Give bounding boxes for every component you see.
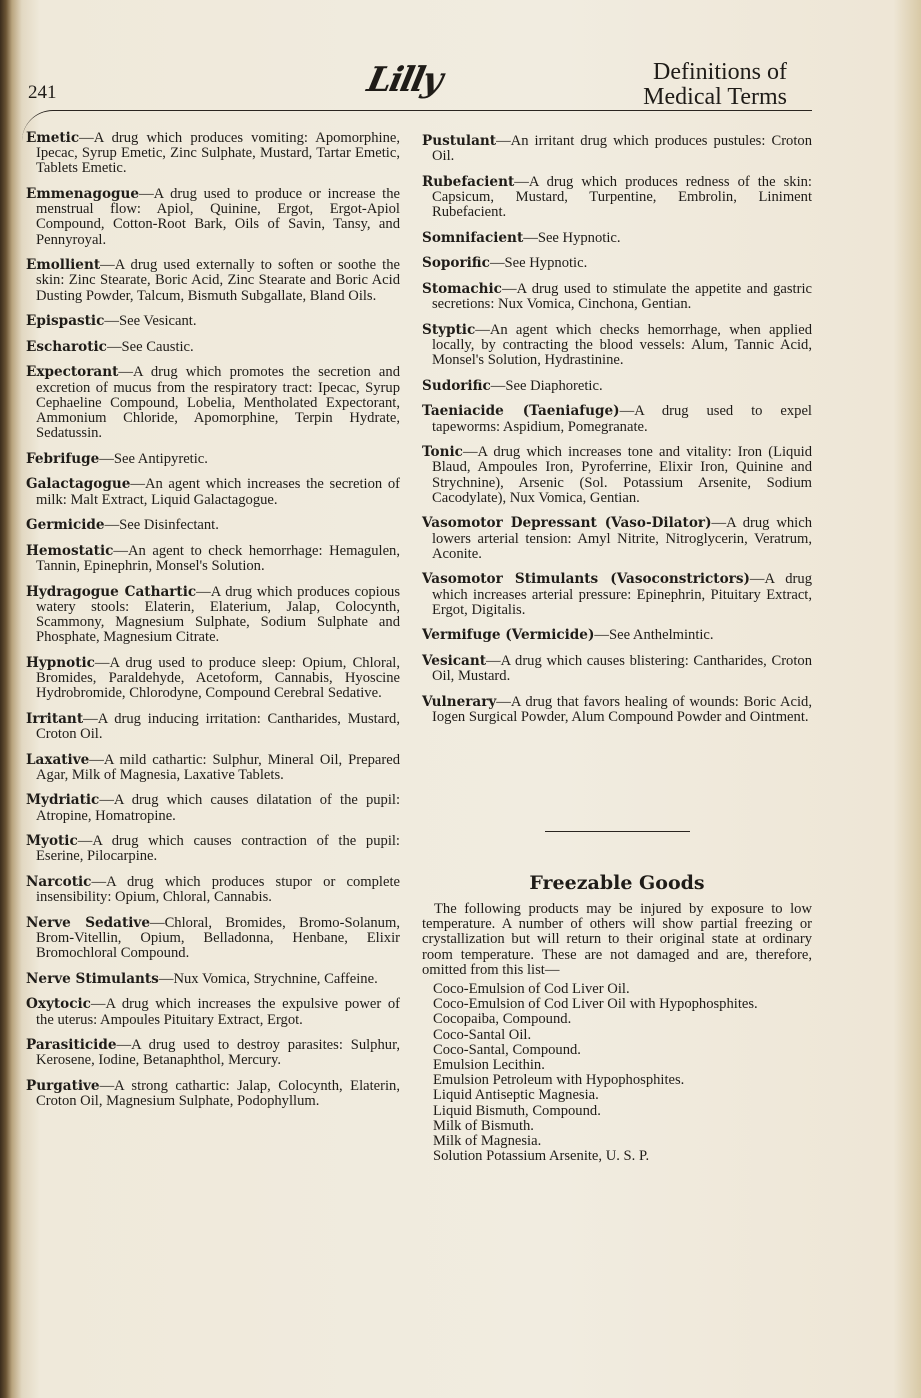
definition-text: —A drug which increases the expulsive power of the uterus: Ampoules Pituitary Extract, Ergot. xyxy=(36,996,400,1028)
definition-entry xyxy=(26,972,400,987)
definition-term: Myotic xyxy=(26,833,78,850)
freezable-item: Cocopaiba, Compound. xyxy=(433,1011,572,1028)
definition-term: Taeniacide (Taeniafuge) xyxy=(422,403,620,420)
definition-entry xyxy=(26,365,400,441)
definition-text: —A drug which produces vomiting: Apomorphine, Ipecac, Syrup Emetic, Zinc Sulphate, Mustard, Tartar Emetic, Tablets Emetic. xyxy=(36,130,400,177)
definition-term: Hydragogue Cathartic xyxy=(26,583,197,600)
definition-term: Germicide xyxy=(26,517,105,534)
definition-entry xyxy=(26,131,400,177)
definition-entry xyxy=(422,404,812,434)
definition-term: Nerve Stimulants xyxy=(26,970,159,987)
definition-entry xyxy=(422,134,812,164)
freezable-item: Emulsion Petroleum with Hypophosphites. xyxy=(433,1072,685,1089)
definition-term: Emmenagogue xyxy=(26,186,140,202)
definition-entry xyxy=(422,175,812,221)
definition-term: Vesicant xyxy=(422,652,487,669)
left-definitions-column xyxy=(26,131,400,1120)
definition-text: —A drug which promotes the secretion and excretion of mucus from the respiratory tract: Ipecac, Syrup Cephaeline Compound, Lobelia, Mentholated Expectorant, Ammonium Chloride, Apomorphine, Terpin Hydrate, Sedatussin. xyxy=(36,364,400,442)
definition-text: —A drug that favors healing of wounds: Boric Acid, Iogen Surgical Powder, Alum Compound Powder and Ointment. xyxy=(432,693,812,725)
definition-text: —A drug which causes contraction of the pupil: Eserine, Pilocarpine. xyxy=(36,833,400,865)
definition-term: Mydriatic xyxy=(26,792,100,809)
freezable-item: Emulsion Lecithin. xyxy=(433,1057,545,1074)
definition-term: Rubefacient xyxy=(422,173,515,190)
definition-entry xyxy=(422,445,812,506)
definition-term: Vasomotor Stimulants (Vasoconstrictors) xyxy=(422,571,750,588)
definition-entry xyxy=(422,282,812,312)
freezable-item: Milk of Magnesia. xyxy=(433,1133,542,1150)
definition-term: Vermifuge (Vermicide) xyxy=(422,627,595,644)
definition-text: —See Vesicant. xyxy=(104,313,197,330)
definition-text: —A drug which produces copious watery stools: Elaterin, Elaterium, Jalap, Colocynth, Scammony, Magnesium Sulphate, Sodium Sulphate and Phosphate, Magnesium Citrate. xyxy=(36,583,400,646)
freezable-item: Coco-Santal, Compound. xyxy=(433,1041,581,1058)
definition-term: Hypnotic xyxy=(26,654,95,671)
definition-term: Pustulant xyxy=(422,133,497,149)
definition-term: Narcotic xyxy=(26,873,92,890)
definition-entry xyxy=(26,712,400,742)
definition-entry xyxy=(26,518,400,533)
definition-entry xyxy=(422,323,812,369)
definition-term: Escharotic xyxy=(26,338,107,355)
definition-text: —See Hypnotic. xyxy=(523,229,621,246)
definition-text: —Chloral, Bromides, Bromo-Solanum, Brom-Vitellin, Opium, Belladonna, Henbane, Elixir Bromochloral Compound. xyxy=(36,914,400,962)
definition-entry xyxy=(26,314,400,329)
definition-entry xyxy=(26,793,400,823)
definition-entry xyxy=(26,340,400,355)
definition-text: —A mild cathartic: Sulphur, Mineral Oil, Prepared Agar, Milk of Magnesia, Laxative Tablets. xyxy=(36,751,400,783)
header-rule xyxy=(60,110,812,111)
definition-term: Epispastic xyxy=(26,313,105,330)
definition-term: Tonic xyxy=(422,444,463,461)
definition-text: —A drug inducing irritation: Cantharides, Mustard, Croton Oil. xyxy=(36,710,400,742)
freezable-item: Solution Potassium Arsenite, U. S. P. xyxy=(433,1148,650,1165)
definition-text: —A drug which increases tone and vitality: Iron (Liquid Blaud, Ampoules Iron, Pyroferrine, Elixir Iron, Quinine and Strychnine), Arsenic (Sol. Potassium Arsenite, Sodium Cacodylate), Nux Vomica, Gentian. xyxy=(432,444,812,506)
freezable-goods-list xyxy=(433,982,758,1164)
definition-entry xyxy=(26,1079,400,1109)
definition-entry xyxy=(26,452,400,467)
definition-term: Somnifacient xyxy=(422,229,524,246)
freezable-item: Liquid Antiseptic Magnesia. xyxy=(433,1087,599,1104)
definition-text: —See Antipyretic. xyxy=(99,450,208,467)
page-number: 241 xyxy=(28,82,57,103)
definition-text: —A drug used to expel tapeworms: Aspidium, Pomegranate. xyxy=(432,403,812,435)
definition-term: Laxative xyxy=(26,751,90,768)
freezable-item: Coco-Santal Oil. xyxy=(433,1026,532,1043)
definition-text: —An agent to check hemorrhage: Hemagulen, Tannin, Epinephrin, Monsel's Solution. xyxy=(36,542,400,574)
definition-entry xyxy=(26,997,400,1027)
definition-entry xyxy=(26,875,400,905)
definition-text: —See Anthelmintic. xyxy=(594,627,714,644)
definition-text: —A drug used to produce sleep: Opium, Chloral, Bromides, Paraldehyde, Acetoform, Cannabis, Hyoscine Hydrobromide, Chlorodyne, Compound Cerebral Sedative. xyxy=(36,654,400,702)
definition-entry xyxy=(26,477,400,507)
definition-entry xyxy=(26,834,400,864)
definition-term: Nerve Sedative xyxy=(26,914,150,931)
definition-term: Parasiticide xyxy=(26,1037,117,1054)
title-line-1: Definitions of xyxy=(653,59,787,85)
definition-entry xyxy=(422,516,812,562)
definition-term: Oxytocic xyxy=(26,996,91,1013)
freezable-item: Milk of Bismuth. xyxy=(433,1117,534,1134)
definition-term: Emollient xyxy=(26,257,101,274)
definition-text: —A drug which causes blistering: Cantharides, Croton Oil, Mustard. xyxy=(432,652,812,685)
lilly-logo: Lilly xyxy=(363,60,445,100)
section-divider xyxy=(545,831,690,832)
definition-term: Soporific xyxy=(422,255,490,272)
definition-term: Stomachic xyxy=(422,280,502,297)
freezable-item: Coco-Emulsion of Cod Liver Oil with Hypophosphites. xyxy=(433,996,758,1013)
definition-term: Hemostatic xyxy=(26,542,114,559)
definition-entry xyxy=(26,187,400,248)
definition-term: Vasomotor Depressant (Vaso-Dilator) xyxy=(422,515,712,532)
running-title xyxy=(643,60,787,110)
definition-text: —A drug which lowers arterial tension: Amyl Nitrite, Nitroglycerin, Veratrum, Aconite. xyxy=(432,515,812,562)
definition-entry xyxy=(422,379,812,394)
definition-text: —A drug used to destroy parasites: Sulphur, Kerosene, Iodine, Betanaphthol, Mercury. xyxy=(36,1037,400,1069)
definition-text: —See Diaphoretic. xyxy=(490,377,603,394)
definition-text: —See Disinfectant. xyxy=(104,517,219,534)
definition-text: —An irritant drug which produces pustules: Croton Oil. xyxy=(432,133,812,165)
definition-entry xyxy=(422,654,812,684)
definition-entry xyxy=(26,1038,400,1068)
freezable-goods-heading: Freezable Goods xyxy=(529,872,705,894)
freezable-item: Liquid Bismuth, Compound. xyxy=(433,1102,601,1119)
right-definitions-column xyxy=(422,134,812,736)
definition-entry xyxy=(422,695,812,725)
freezable-goods-intro: The following products may be injured by exposure to low temperature. A number of others will show partial freezing or crystallization but will return to their original state at ordinary room temperature. These are not damaged and are, therefore, omitted from this list— xyxy=(422,901,812,978)
definition-term: Galactagogue xyxy=(26,476,131,493)
definition-text: —Nux Vomica, Strychnine, Caffeine. xyxy=(158,970,378,987)
definition-entry xyxy=(422,256,812,271)
definition-term: Irritant xyxy=(26,710,84,727)
definition-text: —A drug used externally to soften or soothe the skin: Zinc Stearate, Boric Acid, Zinc Stearate and Boric Acid Dusting Powder, Talcum, Bismuth Subgallate, Bland Oils. xyxy=(36,257,400,304)
definition-text: —A drug which increases arterial pressure: Epinephrin, Pituitary Extract, Ergot, Digitalis. xyxy=(432,571,812,618)
definition-text: —A drug used to stimulate the appetite and gastric secretions: Nux Vomica, Cinchona, Gentian. xyxy=(432,280,812,313)
definition-text: —See Caustic. xyxy=(106,338,194,355)
freezable-item: Coco-Emulsion of Cod Liver Oil. xyxy=(433,981,630,997)
definition-entry xyxy=(26,585,400,646)
definition-entry xyxy=(422,572,812,618)
definition-term: Vulnerary xyxy=(422,693,497,710)
definition-text: —A drug which produces stupor or complete insensibility: Opium, Chloral, Cannabis. xyxy=(36,873,400,906)
definition-text: —A drug which causes dilatation of the pupil: Atropine, Homatropine. xyxy=(36,792,400,824)
definition-term: Styptic xyxy=(422,321,476,338)
definition-entry xyxy=(422,628,812,643)
definition-entry xyxy=(26,544,400,574)
definition-entry xyxy=(26,753,400,783)
definition-entry xyxy=(422,231,812,246)
definition-text: —A drug used to produce or increase the menstrual flow: Apiol, Quinine, Ergot, Ergot-Apiol Compound, Cotton-Root Bark, Oils of Savin, Tansy, and Pennyroyal. xyxy=(36,186,400,248)
definition-term: Emetic xyxy=(26,130,80,146)
definition-term: Purgative xyxy=(26,1077,100,1094)
definition-term: Sudorific xyxy=(422,377,491,394)
definition-text: —An agent which checks hemorrhage, when applied locally, by contracting the blood vessels: Alum, Tannic Acid, Monsel's Solution, Hydrastinine. xyxy=(432,321,812,369)
definition-term: Expectorant xyxy=(26,364,119,381)
title-line-2: Medical Terms xyxy=(643,84,787,110)
definition-entry xyxy=(26,656,400,702)
definition-entry xyxy=(26,916,400,962)
definition-entry xyxy=(26,258,400,304)
definition-text: —See Hypnotic. xyxy=(489,255,588,272)
definition-text: —A drug which produces redness of the skin: Capsicum, Mustard, Turpentine, Embrolin, Liniment Rubefacient. xyxy=(432,173,812,221)
definition-term: Febrifuge xyxy=(26,450,100,467)
definition-text: —A strong cathartic: Jalap, Colocynth, Elaterin, Croton Oil, Magnesium Sulphate, Podophyllum. xyxy=(36,1077,400,1110)
definition-text: —An agent which increases the secretion of milk: Malt Extract, Liquid Galactagogue. xyxy=(36,476,400,508)
